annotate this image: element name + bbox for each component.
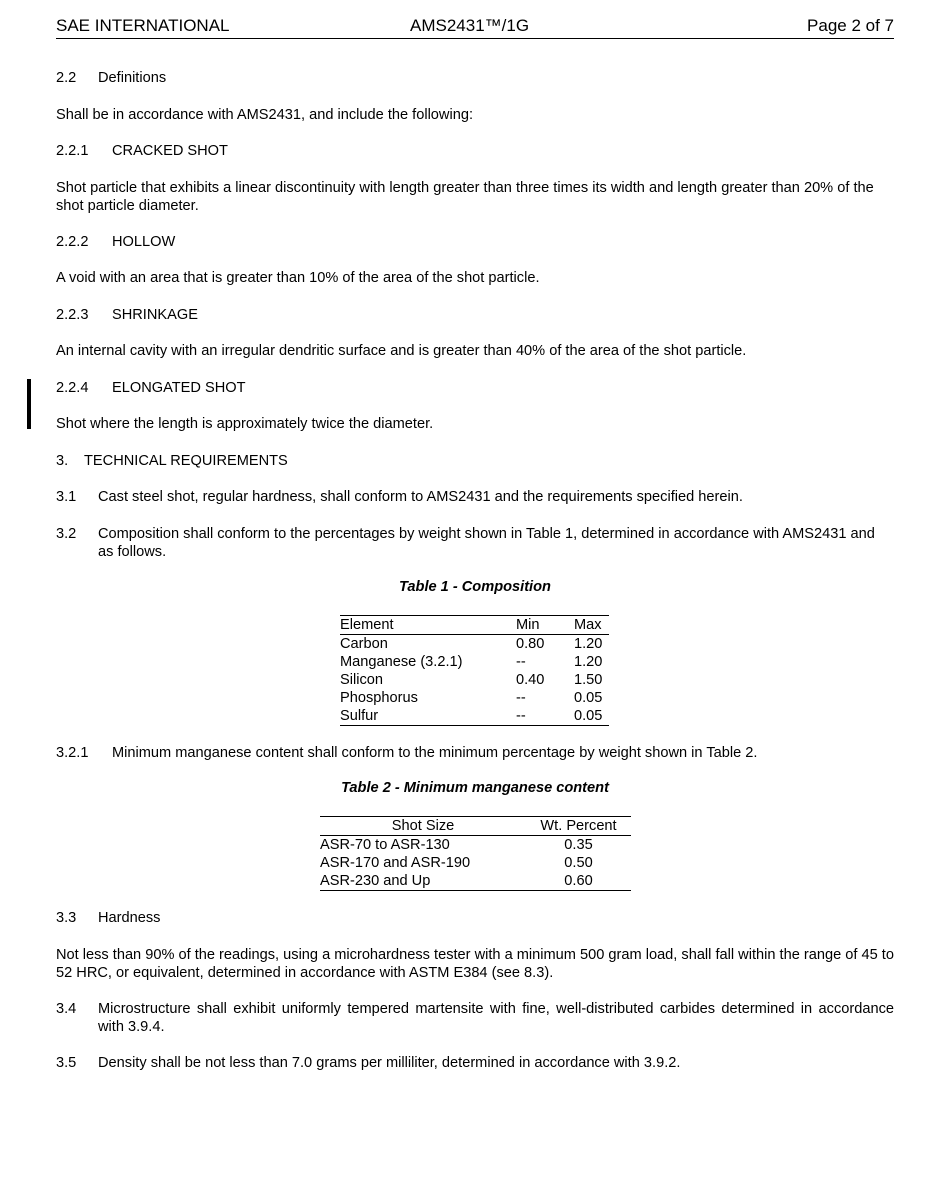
header-organization: SAE INTERNATIONAL (56, 16, 230, 35)
section-2-2-4-body: Shot where the length is approximately twice the diameter. (56, 416, 434, 432)
table-row (320, 854, 631, 872)
table-row (340, 635, 609, 654)
table-cell: Silicon (340, 672, 383, 688)
section-text: Composition shall conform to the percentages by weight shown in Table 1, determined in accordance with AMS2431 and as follows. (98, 526, 875, 560)
section-3-3-body: Not less than 90% of the readings, using a microhardness tester with a minimum 500 gram load, shall fall within the range of 45 to 52 HRC, or equivalent, determined in accordance with ASTM E384 (see 8.3). (56, 947, 894, 981)
table-row (320, 836, 631, 855)
table-cell: ASR-230 and Up (320, 873, 431, 889)
table-cell: 1.50 (574, 672, 603, 688)
table-row (340, 689, 609, 707)
table-2-caption: Table 2 - Minimum manganese content (341, 780, 609, 796)
section-title: TECHNICAL REQUIREMENTS (84, 453, 288, 469)
table-1-composition (340, 615, 609, 726)
table-cell: 0.40 (516, 672, 545, 688)
table-cell: 0.60 (564, 873, 593, 889)
section-title: ELONGATED SHOT (112, 380, 246, 396)
section-number: 3.2.1 (56, 745, 89, 761)
section-number: 3.2 (56, 526, 77, 542)
section-number: 2.2.1 (56, 143, 89, 159)
header-document-number: AMS2431™/1G (410, 16, 530, 35)
table-header-row (340, 616, 609, 635)
section-2-2-1-body: Shot particle that exhibits a linear discontinuity with length greater than three times its width and length greater than 20% of the shot particle diameter. (56, 180, 874, 214)
revision-change-bar (27, 379, 31, 429)
section-number: 2.2.2 (56, 234, 89, 250)
table-cell: Phosphorus (340, 690, 418, 706)
section-text: Minimum manganese content shall conform to the minimum percentage by weight shown in Table 2. (112, 745, 758, 761)
column-header: Shot Size (320, 817, 526, 836)
table-row (340, 707, 609, 726)
table-cell: Manganese (3.2.1) (340, 654, 463, 670)
section-title: Hardness (98, 910, 161, 926)
table-cell: 0.05 (574, 708, 603, 724)
table-cell: -- (516, 708, 526, 724)
table-cell: 0.35 (564, 837, 593, 853)
section-title: CRACKED SHOT (112, 143, 228, 159)
section-text: Cast steel shot, regular hardness, shall conform to AMS2431 and the requirements specified herein. (98, 489, 743, 505)
table-2-minimum-manganese (320, 816, 631, 891)
section-2-2-3-body: An internal cavity with an irregular dendritic surface and is greater than 40% of the area of the shot particle. (56, 343, 747, 359)
section-number: 3.1 (56, 489, 77, 505)
table-1-caption: Table 1 - Composition (399, 579, 551, 595)
section-text: Microstructure shall exhibit uniformly tempered martensite with fine, well-distributed carbides determined in accordance with 3.9.4. (98, 1001, 894, 1035)
page-header (56, 14, 894, 39)
section-title: SHRINKAGE (112, 307, 198, 323)
section-title: HOLLOW (112, 234, 176, 250)
table-cell: 0.05 (574, 690, 603, 706)
table-cell: Carbon (340, 636, 388, 652)
section-number: 3. (56, 453, 69, 469)
column-header: Wt. Percent (526, 817, 631, 836)
section-number: 2.2.3 (56, 307, 89, 323)
section-number: 3.3 (56, 910, 77, 926)
section-title: Definitions (98, 70, 167, 86)
table-cell: 1.20 (574, 636, 603, 652)
header-page-number: Page 2 of 7 (807, 16, 894, 35)
table-cell: ASR-70 to ASR-130 (320, 837, 450, 853)
table-cell: -- (516, 654, 526, 670)
section-number: 2.2 (56, 70, 77, 86)
table-cell: -- (516, 690, 526, 706)
table-row (340, 671, 609, 689)
section-number: 3.5 (56, 1055, 77, 1071)
table-cell: ASR-170 and ASR-190 (320, 855, 471, 871)
column-header: Min (516, 616, 574, 635)
column-header: Max (574, 616, 609, 635)
section-number: 3.4 (56, 1001, 77, 1017)
table-cell: 0.50 (564, 855, 593, 871)
table-row (320, 872, 631, 891)
section-number: 2.2.4 (56, 380, 89, 396)
section-2-2-2-body: A void with an area that is greater than 10% of the area of the shot particle. (56, 270, 540, 286)
section-text: Density shall be not less than 7.0 grams per milliliter, determined in accordance with 3.9.2. (98, 1055, 681, 1071)
table-row (340, 653, 609, 671)
column-header: Element (340, 616, 516, 635)
table-cell: 0.80 (516, 636, 545, 652)
table-cell: Sulfur (340, 708, 379, 724)
table-cell: 1.20 (574, 654, 603, 670)
table-header-row (320, 817, 631, 836)
section-2-2-body: Shall be in accordance with AMS2431, and include the following: (56, 107, 473, 123)
